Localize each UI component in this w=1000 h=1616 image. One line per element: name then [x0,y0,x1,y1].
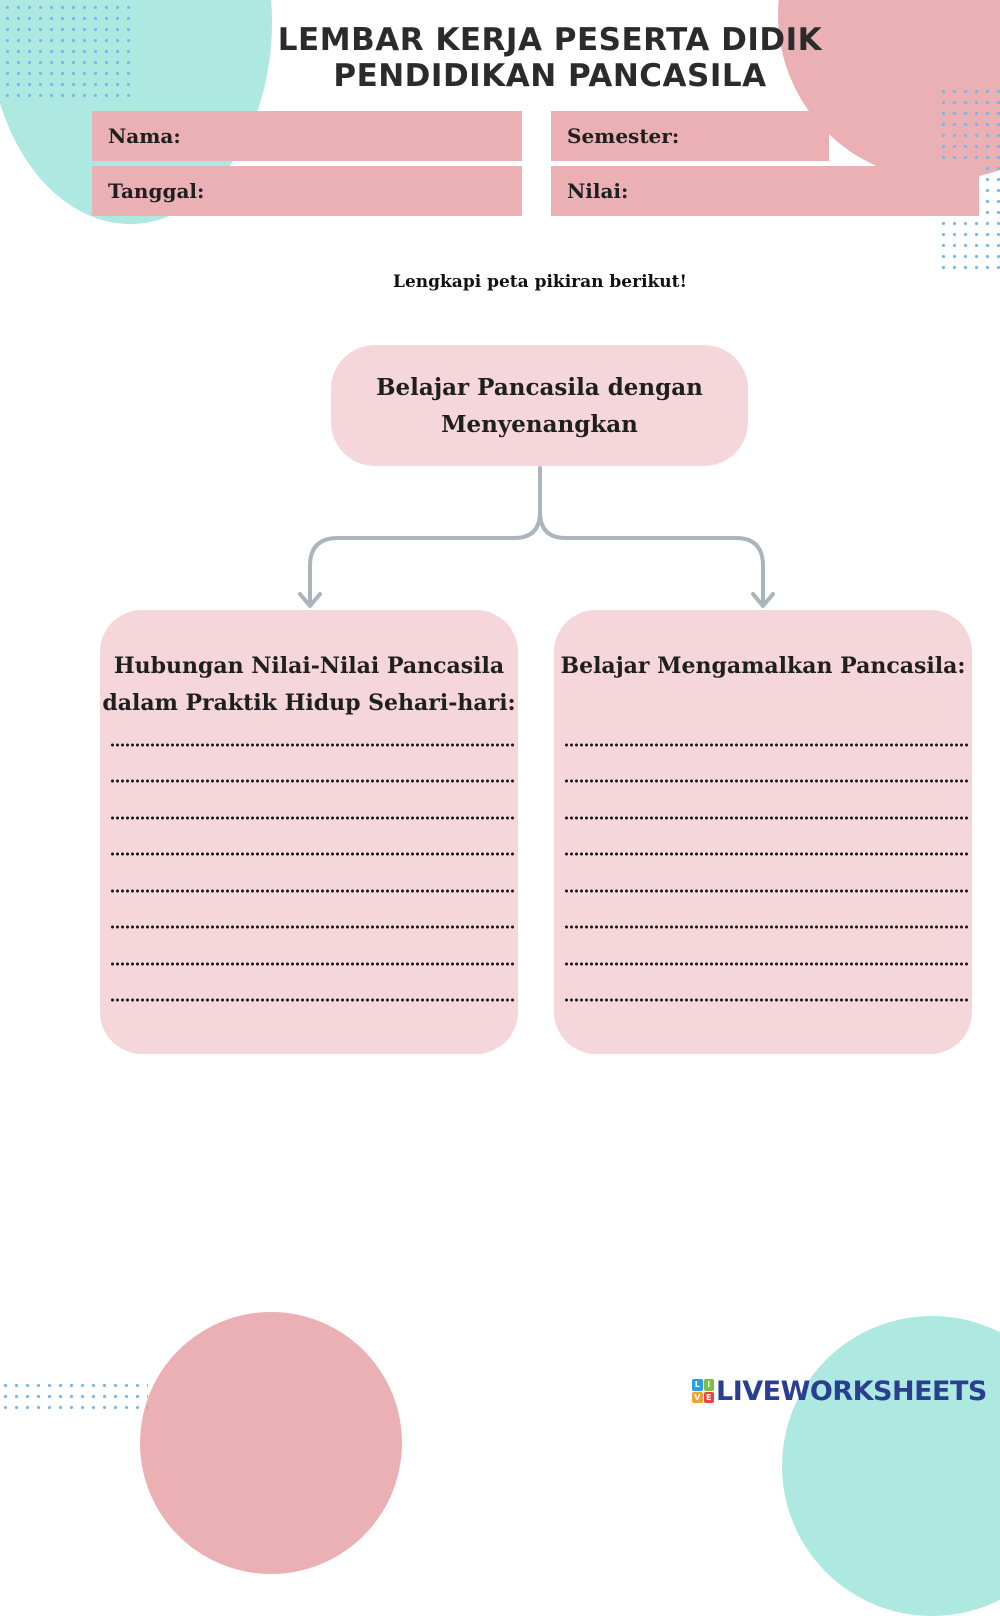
answer-line[interactable] [110,852,516,856]
answer-line[interactable] [110,962,516,966]
answer-line[interactable] [564,779,970,783]
tanggal-label: Tanggal: [108,179,205,203]
answer-line[interactable] [564,925,970,929]
answer-line[interactable] [564,816,970,820]
mindmap-left-node [100,610,518,1054]
decorative-dots-bottom-left [0,1380,148,1414]
right-node-title: Belajar Mengamalkan Pancasila: [560,653,966,679]
semester-label: Semester: [567,124,680,148]
decorative-circle-pink-bottom [140,1312,402,1574]
instruction-text: Lengkapi peta pikiran berikut! [393,272,687,292]
answer-line[interactable] [110,889,516,893]
left-node-title-line1: Hubungan Nilai-Nilai Pancasila [113,653,505,679]
worksheet-title-line1: LEMBAR KERJA PESERTA DIDIK [277,22,823,58]
answer-line[interactable] [110,816,516,820]
decorative-circle-teal-bottom [782,1316,1000,1616]
center-node-line2: Menyenangkan [441,410,638,438]
logo-text: LIVEWORKSHEETS [716,1375,987,1407]
worksheet-title-line2: PENDIDIKAN PANCASILA [333,58,767,94]
connector-right-branch [540,512,763,604]
answer-line[interactable] [564,743,970,747]
connector-stem [310,468,540,604]
center-node-line1: Belajar Pancasila dengan [376,373,703,401]
mindmap-right-node [554,610,972,1054]
answer-line[interactable] [110,743,516,747]
liveworksheets-logo[interactable] [692,1376,987,1406]
nilai-label: Nilai: [567,179,629,203]
nama-label: Nama: [108,124,181,148]
answer-line[interactable] [564,998,970,1002]
answer-line[interactable] [110,779,516,783]
live-badge-icon: L I V E [692,1379,714,1403]
answer-line[interactable] [110,998,516,1002]
mindmap-connector [0,0,1000,620]
answer-line[interactable] [564,962,970,966]
left-node-title-line2: dalam Praktik Hidup Sehari-hari: [102,690,516,716]
answer-line[interactable] [564,852,970,856]
answer-line[interactable] [564,889,970,893]
answer-line[interactable] [110,925,516,929]
